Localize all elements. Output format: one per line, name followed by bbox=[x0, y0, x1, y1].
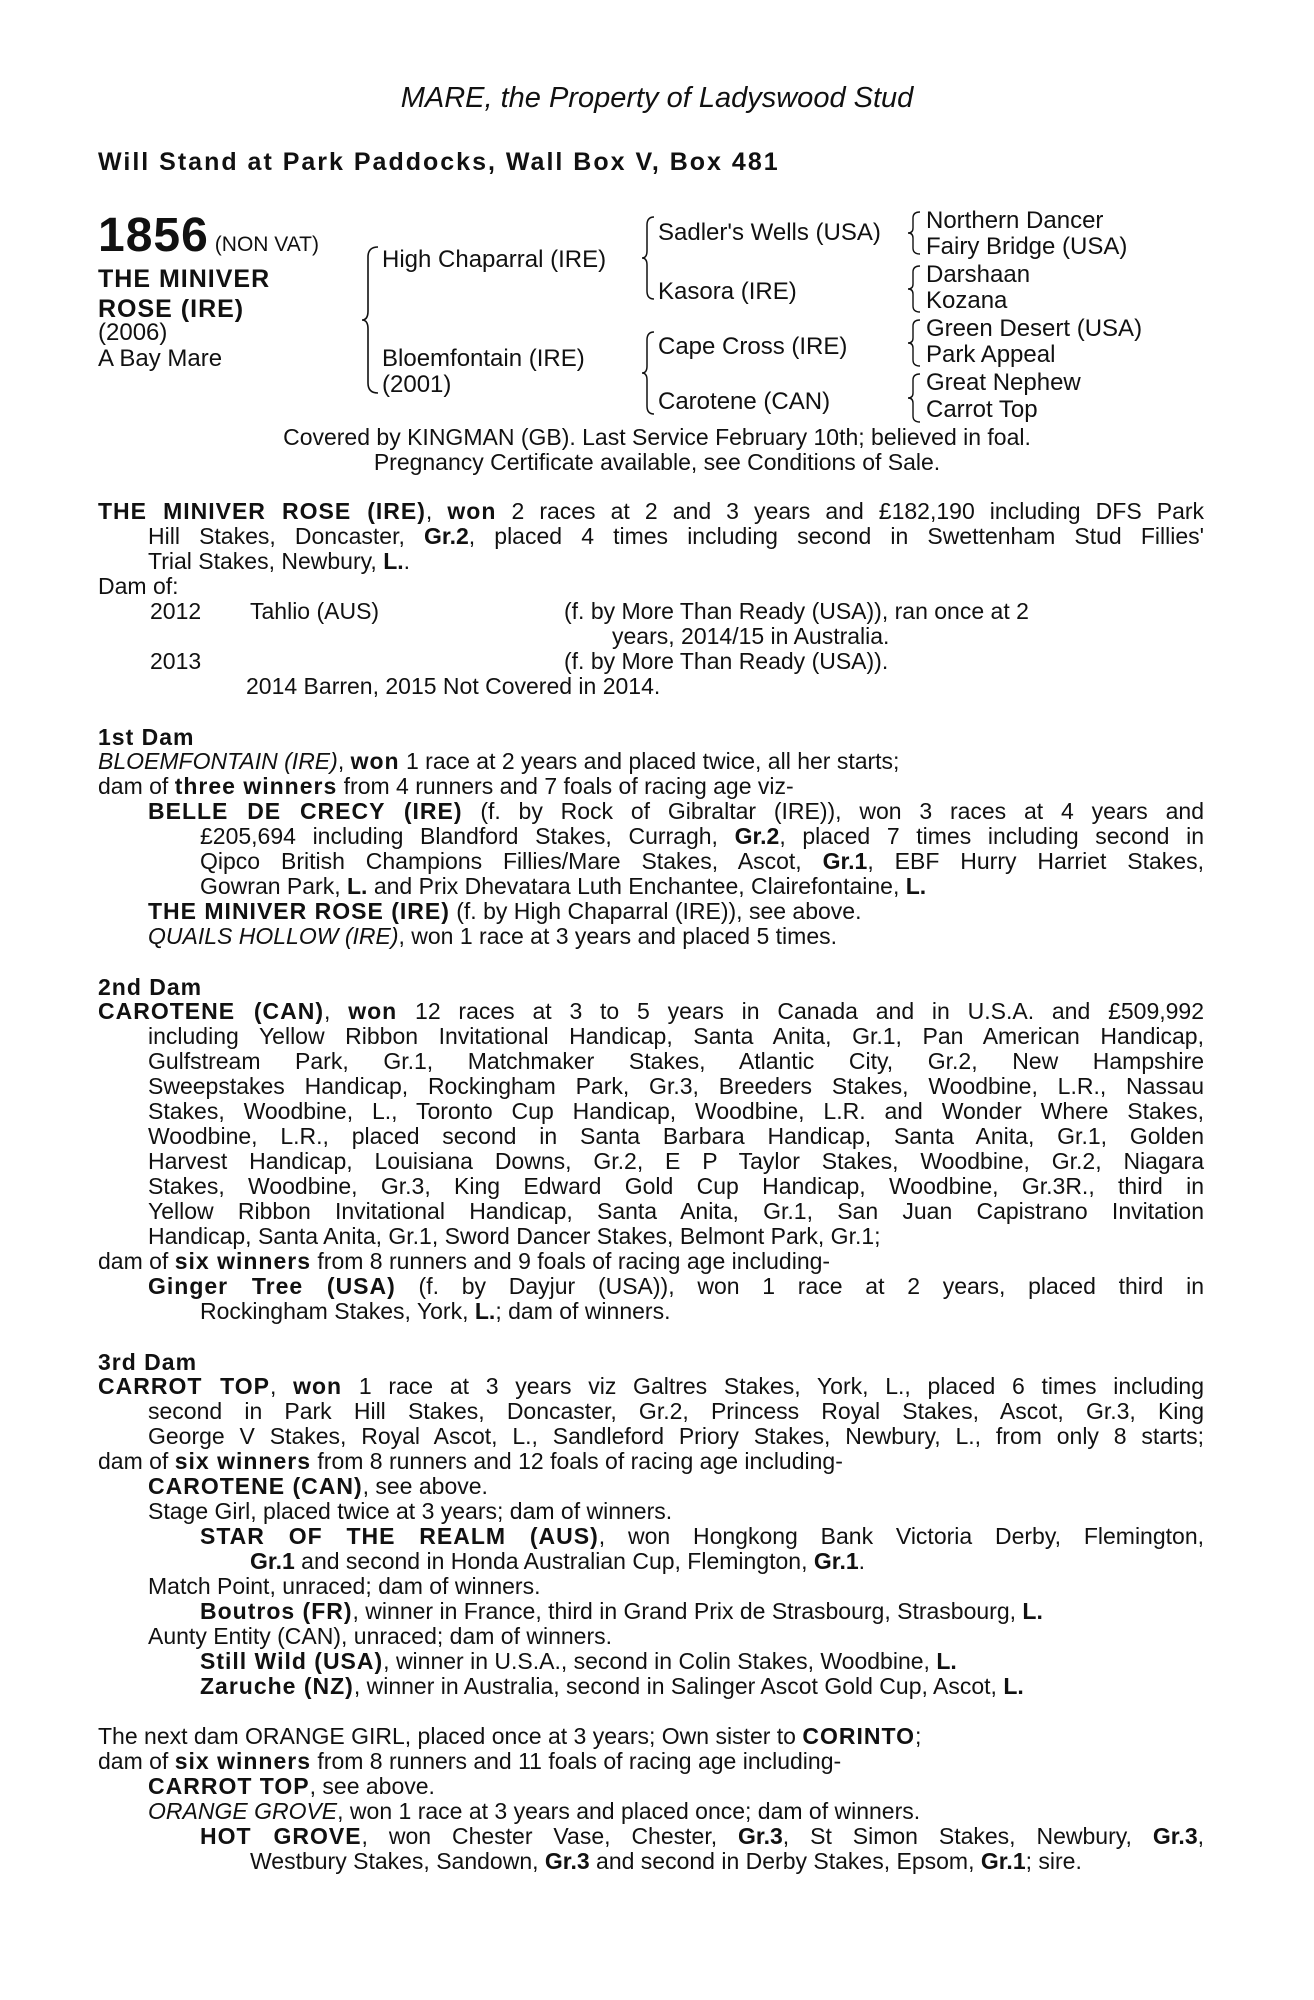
pedigree-dam-sire: Cape Cross (IRE) bbox=[658, 333, 848, 360]
next-orange: ORANGE GROVE, won 1 race at 3 years and placed once; dam of winners. bbox=[148, 1798, 921, 1824]
horse-name-line2: ROSE (IRE) bbox=[98, 295, 245, 323]
pedigree-dss: Green Desert (USA) bbox=[926, 315, 1143, 342]
horse-info bbox=[98, 320, 222, 372]
pedigree-ssd: Fairy Bridge (USA) bbox=[926, 233, 1128, 260]
dam3-stage: Stage Girl, placed twice at 3 years; dam of winners. bbox=[148, 1498, 673, 1524]
dam3-damof: dam of six winners from 8 runners and 12 foals of racing age including- bbox=[98, 1448, 843, 1474]
pedigree-brace-ss bbox=[906, 210, 922, 256]
dam3-star-line1: STAR OF THE REALM (AUS), won Hongkong Bank Victoria Derby, Flemington, bbox=[200, 1523, 1205, 1549]
dam2-ginger-line2: Rockingham Stakes, York, L.; dam of winners. bbox=[200, 1298, 671, 1324]
pedigree-dam-year: (2001) bbox=[382, 371, 452, 398]
dam3-line2: second in Park Hill Stakes, Doncaster, Gr.2, Princess Royal Stakes, Ascot, Gr.3, King bbox=[148, 1398, 1204, 1424]
vat-status: (NON VAT) bbox=[214, 233, 319, 256]
lot-number-line bbox=[98, 208, 319, 263]
dam1-belle-line1: BELLE DE CRECY (IRE) (f. by Rock of Gibraltar (IRE)), won 3 races at 4 years and bbox=[148, 798, 1204, 824]
property-header: MARE, the Property of Ladyswood Stud bbox=[400, 82, 914, 114]
dam1-belle-line2: £205,694 including Blandford Stakes, Curragh, Gr.2, placed 7 times including second in bbox=[200, 823, 1204, 849]
intro-2013: 2013 bbox=[150, 648, 202, 674]
dam3-zaruche: Zaruche (NZ), winner in Australia, second in Salinger Ascot Gold Cup, Ascot, L. bbox=[200, 1673, 1024, 1699]
horse-name bbox=[98, 264, 270, 324]
pedigree-sdd: Kozana bbox=[926, 287, 1008, 314]
pedigree-ddd: Carrot Top bbox=[926, 396, 1038, 423]
pedigree-sire: High Chaparral (IRE) bbox=[382, 246, 607, 273]
dam1-line2: dam of three winners from 4 runners and 7 foals of racing age viz- bbox=[98, 773, 794, 799]
intro-tahlio-note1: (f. by More Than Ready (USA)), ran once at 2 bbox=[564, 598, 1029, 624]
pedigree-dsd: Park Appeal bbox=[926, 341, 1056, 368]
dam1-title: 1st Dam bbox=[98, 724, 195, 750]
pedigree-sss: Northern Dancer bbox=[926, 207, 1104, 234]
dam1-quails: QUAILS HOLLOW (IRE), won 1 race at 3 years and placed 5 times. bbox=[148, 923, 838, 949]
next-damof: dam of six winners from 8 runners and 11 foals of racing age including- bbox=[98, 1748, 842, 1774]
pedigree-brace-ds bbox=[906, 318, 922, 368]
dam3-title: 3rd Dam bbox=[98, 1349, 198, 1375]
dam1-belle-line4: Gowran Park, L. and Prix Dhevatara Luth Enchantee, Clairefontaine, L. bbox=[200, 873, 927, 899]
horse-year: (2006) bbox=[98, 319, 168, 346]
stand-location: Will Stand at Park Paddocks, Wall Box V, Box 481 bbox=[98, 148, 780, 176]
cover-line2: Pregnancy Certificate available, see Conditions of Sale. bbox=[373, 449, 941, 475]
dam3-aunty: Aunty Entity (CAN), unraced; dam of winners. bbox=[148, 1623, 613, 1649]
dam1-line1: BLOEMFONTAIN (IRE), won 1 race at 2 years and placed twice, all her starts; bbox=[98, 748, 900, 774]
pedigree-dam-dam: Carotene (CAN) bbox=[658, 388, 831, 415]
dam2-line7: Harvest Handicap, Louisiana Downs, Gr.2, E P Taylor Stakes, Woodbine, Gr.2, Niagara bbox=[148, 1148, 1204, 1174]
dam2-line3: Gulfstream Park, Gr.1, Matchmaker Stakes, Atlantic City, Gr.2, New Hampshire bbox=[148, 1048, 1204, 1074]
cover-line1: Covered by KINGMAN (GB). Last Service February 10th; believed in foal. bbox=[283, 424, 1031, 450]
intro-2012: 2012 bbox=[150, 598, 202, 624]
dam3-line3: George V Stakes, Royal Ascot, L., Sandleford Priory Stakes, Newbury, L., from only 8 starts; bbox=[148, 1423, 1204, 1449]
pedigree-sire-dam: Kasora (IRE) bbox=[658, 278, 797, 305]
dam2-line5: Stakes, Woodbine, L., Toronto Cup Handicap, Woodbine, L.R. and Wonder Where Stakes, bbox=[148, 1098, 1204, 1124]
dam2-line10: Handicap, Santa Anita, Gr.1, Sword Dancer Stakes, Belmont Park, Gr.1; bbox=[148, 1223, 881, 1249]
dam2-damof: dam of six winners from 8 runners and 9 foals of racing age including- bbox=[98, 1248, 831, 1274]
pedigree-sire-sire: Sadler's Wells (USA) bbox=[658, 219, 881, 246]
next-carrot: CARROT TOP, see above. bbox=[148, 1773, 435, 1799]
intro-barren: 2014 Barren, 2015 Not Covered in 2014. bbox=[246, 673, 661, 699]
pedigree-brace-sd bbox=[906, 264, 922, 314]
intro-2013-note: (f. by More Than Ready (USA)). bbox=[564, 648, 889, 674]
dam3-match: Match Point, unraced; dam of winners. bbox=[148, 1573, 541, 1599]
dam1-belle-line3: Qipco British Champions Fillies/Mare Stakes, Ascot, Gr.1, EBF Hurry Harriet Stakes, bbox=[200, 848, 1204, 874]
intro-line2: Hill Stakes, Doncaster, Gr.2, placed 4 times including second in Swettenham Stud Fillies' bbox=[148, 523, 1205, 549]
pedigree-brace-dam bbox=[640, 330, 656, 416]
dam2-line9: Yellow Ribbon Invitational Handicap, Santa Anita, Gr.1, San Juan Capistrano Invitation bbox=[148, 1198, 1204, 1224]
dam3-line1: CARROT TOP, won 1 race at 3 years viz Galtres Stakes, York, L., placed 6 times including bbox=[98, 1373, 1205, 1399]
horse-desc: A Bay Mare bbox=[98, 345, 223, 372]
next-hot-line2: Westbury Stakes, Sandown, Gr.3 and second in Derby Stakes, Epsom, Gr.1; sire. bbox=[250, 1848, 1082, 1874]
dam2-line4: Sweepstakes Handicap, Rockingham Park, Gr.3, Breeders Stakes, Woodbine, L.R., Nassau bbox=[148, 1073, 1204, 1099]
lot-number: 1856 bbox=[98, 209, 209, 262]
intro-damof: Dam of: bbox=[98, 573, 179, 599]
pedigree-brace-main bbox=[360, 245, 380, 395]
pedigree-brace-sire bbox=[640, 215, 656, 301]
dam3-star-line2: Gr.1 and second in Honda Australian Cup, Flemington, Gr.1. bbox=[250, 1548, 866, 1574]
intro-line1: THE MINIVER ROSE (IRE), won 2 races at 2 and 3 years and £182,190 including DFS Park bbox=[98, 498, 1205, 524]
next-hot-line1: HOT GROVE, won Chester Vase, Chester, Gr.3, St Simon Stakes, Newbury, Gr.3, bbox=[200, 1823, 1205, 1849]
dam3-carotene: CAROTENE (CAN), see above. bbox=[148, 1473, 488, 1499]
dam2-line1: CAROTENE (CAN), won 12 races at 3 to 5 years in Canada and in U.S.A. and £509,992 bbox=[98, 998, 1204, 1024]
pedigree-sds: Darshaan bbox=[926, 261, 1031, 288]
dam2-ginger-line1: Ginger Tree (USA) (f. by Dayjur (USA)), won 1 race at 2 years, placed third in bbox=[148, 1273, 1204, 1299]
pedigree-dam: Bloemfontain (IRE) bbox=[382, 345, 585, 372]
pedigree-brace-dd bbox=[906, 372, 922, 424]
pedigree-dds: Great Nephew bbox=[926, 369, 1081, 396]
intro-tahlio: Tahlio (AUS) bbox=[250, 598, 380, 624]
next-line1: The next dam ORANGE GIRL, placed once at 3 years; Own sister to CORINTO; bbox=[98, 1723, 922, 1749]
dam2-line2: including Yellow Ribbon Invitational Handicap, Santa Anita, Gr.1, Pan American Handicap, bbox=[148, 1023, 1204, 1049]
dam2-line8: Stakes, Woodbine, Gr.3, King Edward Gold Cup Handicap, Woodbine, Gr.3R., third in bbox=[148, 1173, 1204, 1199]
dam3-boutros: Boutros (FR), winner in France, third in Grand Prix de Strasbourg, Strasbourg, L. bbox=[200, 1598, 1043, 1624]
dam3-still: Still Wild (USA), winner in U.S.A., second in Colin Stakes, Woodbine, L. bbox=[200, 1648, 957, 1674]
intro-line3: Trial Stakes, Newbury, L.. bbox=[148, 548, 411, 574]
dam1-miniver: THE MINIVER ROSE (IRE) (f. by High Chaparral (IRE)), see above. bbox=[148, 898, 862, 924]
dam2-title: 2nd Dam bbox=[98, 974, 203, 1000]
intro-tahlio-note2: years, 2014/15 in Australia. bbox=[612, 623, 890, 649]
dam2-line6: Woodbine, L.R., placed second in Santa Barbara Handicap, Santa Anita, Gr.1, Golden bbox=[148, 1123, 1204, 1149]
horse-name-line1: THE MINIVER bbox=[98, 265, 271, 293]
